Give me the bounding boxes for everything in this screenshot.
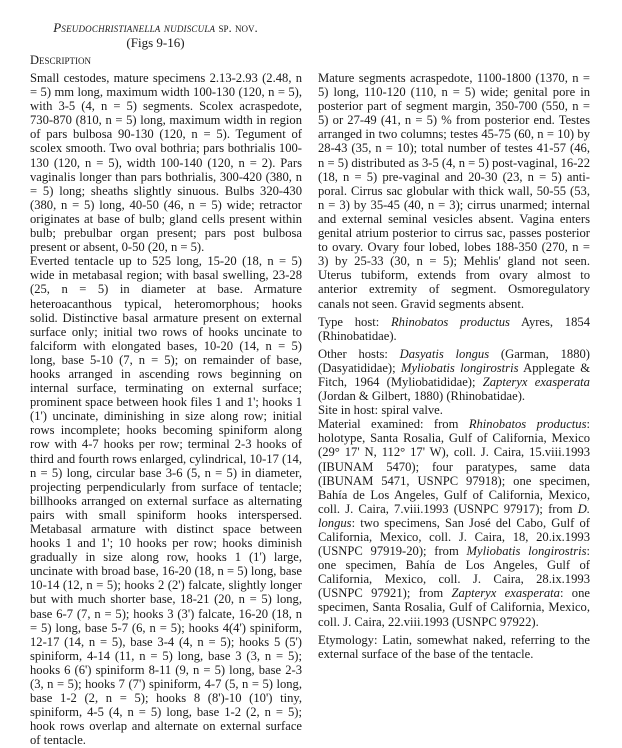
host-species: D. longus [318, 501, 590, 530]
host-species: Rhinobatos productus [468, 417, 587, 432]
host-authority: (Garman, 1880) (Dasyatididae); [318, 346, 590, 375]
type-host-paragraph [318, 315, 590, 343]
material-text: Material examined: from [318, 417, 469, 432]
host-species: Myliobatis longirostris [466, 544, 587, 559]
species-heading [0, 20, 311, 50]
host-authority: (Jordan & Gilbert, 1880) (Rhinobatidae). [318, 389, 526, 404]
figure-reference: (Figs 9-16) [126, 35, 185, 50]
mature-segments-paragraph: Mature segments acraspedote, 1100-1800 (1370, n = 5) long, 110-120 (110, n = 5) wide; genital pore in posterior part of segment margin, 350-700 (550, n = 5) or 27-49 (41, n = 5) % from posterior end. Testes arranged in two columns; testes 45-75 (60, n = 10) by 28-43 (35, n = 10); total number of testes 41-57 (46, n = 5) distributed as 3-5 (4, n = 5) post-vaginal, 16-22 (18, n = 5) pre-vaginal and 20-30 (23, n = 5) anti-poral. Cirrus sac globular with thick wall, 50-55 (53, n = 3) by 35-45 (40, n = 3); cirrus unarmed; internal and external seminal vesicles absent. Vagina enters genital atrium posterior to cirrus sac, passes posterior to ovary. Ovary four lobed, lobes 188-350 (270, n = 3) by 25-33 (30, n = 5); Mehlis' gland not seen. Uterus tubiform, extends from ovary almost to anterior extremity of segment. Osmoregulatory canals not seen. Gravid segments absent. [318, 71, 590, 311]
left-column [30, 71, 302, 748]
host-authority: Applegate & Fitch, 1964 (Myliobatididae); [318, 360, 590, 389]
etymology-paragraph: Etymology: Latin, somewhat naked, referring to the external surface of the base of the tentacle. [318, 632, 590, 661]
material-examined-paragraph [318, 417, 590, 628]
site-paragraph: Site in host: spiral valve. [318, 403, 443, 418]
species-suffix: sp. nov. [218, 20, 258, 35]
material-text: : two specimens, San José del Cabo, Gulf of California, Mexico, coll. J. Caira, 18, 20.ix.1993 (USNPC 97919-20); from [318, 515, 590, 559]
host-species: Myliobatis longirostris [400, 360, 519, 375]
scolex-paragraph: Small cestodes, mature specimens 2.13-2.93 (2.48, n = 5) mm long, maximum width 100-130 (120, n = 5), with 3-5 (4, n = 5) segments. Scolex acraspedote, 730-870 (810, n = 5) long, maximum width in region of pars bulbosa 90-130 (120, n = 5). Tegument of scolex smooth. Two oval bothria; pars bothrialis 100-130 (120, n = 5), width 100-140 (120, n = 2). Pars vaginalis longer than pars bothrialis, 300-420 (380, n = 5) long; sheaths slightly sinuous. Bulbs 320-430 (380, n = 5) long, 40-50 (46, n = 5) wide; retractor originates at base of bulb; gland cells present within bulb; prebulbar organ present; pars post bulbosa present or absent, 0-50 (20, n = 5). [30, 71, 302, 255]
species-name: Pseudochristianella nudiscula [53, 20, 216, 35]
material-text: : holotype, Santa Rosalia, Gulf of California, Mexico (29° 17' N, 112° 17' W), coll. J. Caira, 15.viii.1993 (IBUNAM 5470); four paratypes, same data (IBUNAM 5471, USNPC 97918); one specimen, Bahía de Los Angeles, Gulf of California, Mexico, coll. J. Caira, 7.viii.1993 (USNPC 97917); from [318, 417, 590, 516]
host-species: Zapteryx exasperata [451, 586, 560, 601]
type-host-label: Type host: [318, 314, 391, 329]
type-host-authority: Ayres, 1854 (Rhinobatidae). [318, 314, 590, 343]
material-text: : one specimen, Bahía de Los Angeles, Gulf of California, Mexico, coll. J. Caira, 28.ix.1993 (USNPC 97921); from [318, 544, 590, 601]
material-text: : one specimen, Santa Rosalia, Gulf of California, Mexico, coll. J. Caira, 22.viii.1993 (USNPC 97922). [318, 586, 590, 629]
other-hosts-paragraph [318, 347, 590, 403]
type-host-species: Rhinobatos productus [390, 314, 510, 329]
right-column [318, 71, 590, 661]
section-title-description: Description [30, 53, 92, 67]
host-species: Dasyatis longus [399, 346, 490, 361]
tentacle-paragraph: Everted tentacle up to 525 long, 15-20 (18, n = 5) wide in metabasal region; with basal swelling, 23-28 (25, n = 5) in diameter at base. Armature heteroacanthous typical, heteromorphous; hooks solid. Distinctive basal armature present on external surface only; initial two rows of hooks uncinate to falciform with elongated bases, 10-20 (14, n = 5) long, base 5-10 (7, n = 5); on remainder of base, hooks arranged in ascending rows beginning on internal surface, terminating on external surface; prominent space between hook files 1 and 1'; hooks 1 (1') uncinate, diminishing in size along row; initial rows incomplete; hooks becoming spiniform along row with 4-7 hooks per row; terminal 2-3 hooks of third and fourth rows enlarged, cylindrical, 10-17 (14, n = 5) long, circular base 3-6 (5, n = 5) in diameter, projecting perpendicularly from surface of tentacle; billhooks arranged on external surface as alternating pairs with small spiniform hooks interspersed. Metabasal armature with distinct space between hooks 1 and 1'; 10 hooks per row; hooks diminish gradually in size along row, hooks 1 (1') large, uncinate with broad base, 16-20 (18, n = 5) long, base 10-14 (12, n = 5); hooks 2 (2') falcate, slightly longer but with much shorter base, 18-21 (20, n = 5) long, base 6-7 (7, n = 5); hooks 3 (3') falcate, 16-20 (18, n = 5) long, base 5-7 (6, n = 5); hooks 4(4') spiniform, 12-17 (14, n = 5), base 3-4 (4, n = 5); hooks 5 (5') spiniform, 4-14 (11, n = 5) long, base 3 (3, n = 5); hooks 6 (6') spiniform 8-11 (9, n = 5) long, base 2-3 (3, n = 5); hooks 7 (7') spiniform, 4-7 (5, n = 5) long, base 1-2 (2, n = 5); hooks 8 (8')-10 (10') tiny, spiniform, 4-5 (4, n = 5) long, base 1-2 (2, n = 5); hook rows overlap and alternate on external surface of tentacle. [30, 254, 302, 748]
other-hosts-label: Other hosts: [318, 346, 400, 361]
host-species: Zapteryx exasperata [482, 374, 590, 389]
